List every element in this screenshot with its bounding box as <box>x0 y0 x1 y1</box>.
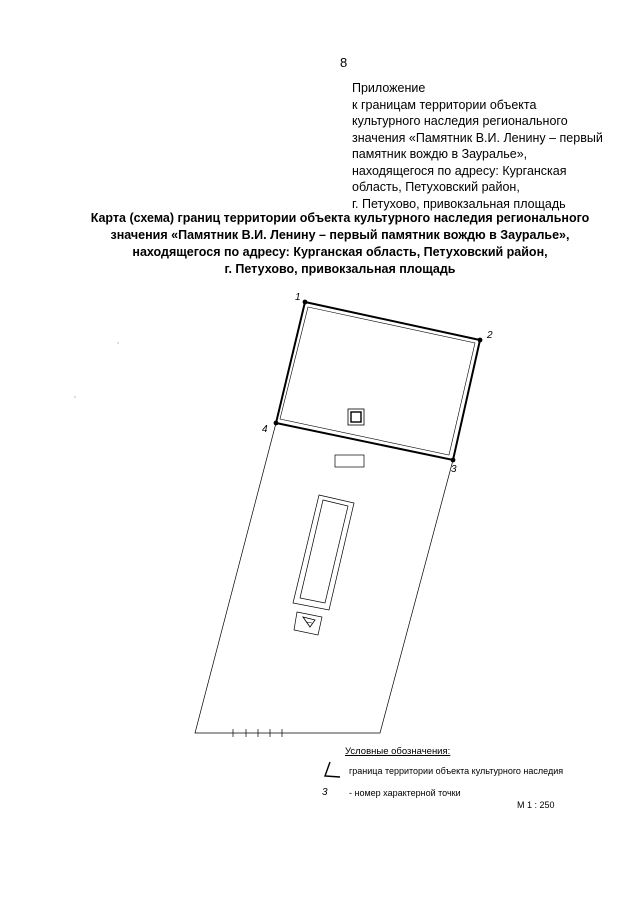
heritage-boundary <box>276 302 480 460</box>
map-scale: М 1 : 250 <box>517 800 555 810</box>
stray-dot <box>117 342 118 343</box>
small-slab <box>335 455 364 467</box>
legend-point-text: - номер характерной точки <box>349 788 461 798</box>
legend-boundary-text: граница территории объекта культурного наследия <box>349 766 564 776</box>
title-line: значения «Памятник В.И. Ленину – первый памятник вождю в Зауралье», <box>110 228 570 242</box>
title-line: Карта (схема) границ территории объекта культурного наследия регионального <box>90 211 590 225</box>
monument-core <box>351 412 361 422</box>
boundary-point-3 <box>451 458 456 463</box>
legend-heading: Условные обозначения: <box>345 746 451 757</box>
appendix-line: находящегося по адресу: Курганская <box>352 163 567 178</box>
square-outline <box>195 302 480 733</box>
boundary-point-2 <box>478 338 483 343</box>
flower-bed-outer <box>293 495 354 610</box>
appendix-line: к границам территории объекта <box>352 97 537 112</box>
appendix-line: область, Петуховский район, <box>352 180 520 194</box>
appendix-line: культурного наследия регионального <box>352 114 568 128</box>
point-label-1: 1 <box>295 292 301 303</box>
flower-bed-inner <box>300 500 348 603</box>
appendix-line: г. Петухово, привокзальная площадь <box>352 196 566 211</box>
legend-point-symbol: 3 <box>322 787 328 798</box>
boundary-inner-line <box>280 307 475 455</box>
point-label-2: 2 <box>487 330 493 341</box>
point-label-3: 3 <box>451 464 457 475</box>
triangle-symbol <box>303 617 315 627</box>
boundary-point-4 <box>274 421 279 426</box>
appendix-line: Приложение <box>352 81 426 95</box>
stray-dot <box>74 396 75 397</box>
appendix-line: памятник вождю в Зауралье», <box>352 147 528 161</box>
legend-boundary-symbol <box>325 762 340 777</box>
boundary-point-1 <box>303 300 308 305</box>
point-label-4: 4 <box>262 424 268 435</box>
page-number: 8 <box>340 55 348 70</box>
title-line: находящегося по адресу: Курганская область, Петуховский район, <box>132 245 548 259</box>
title-line: г. Петухово, привокзальная площадь <box>224 262 456 276</box>
appendix-line: значения «Памятник В.И. Ленину – первый <box>352 130 603 145</box>
